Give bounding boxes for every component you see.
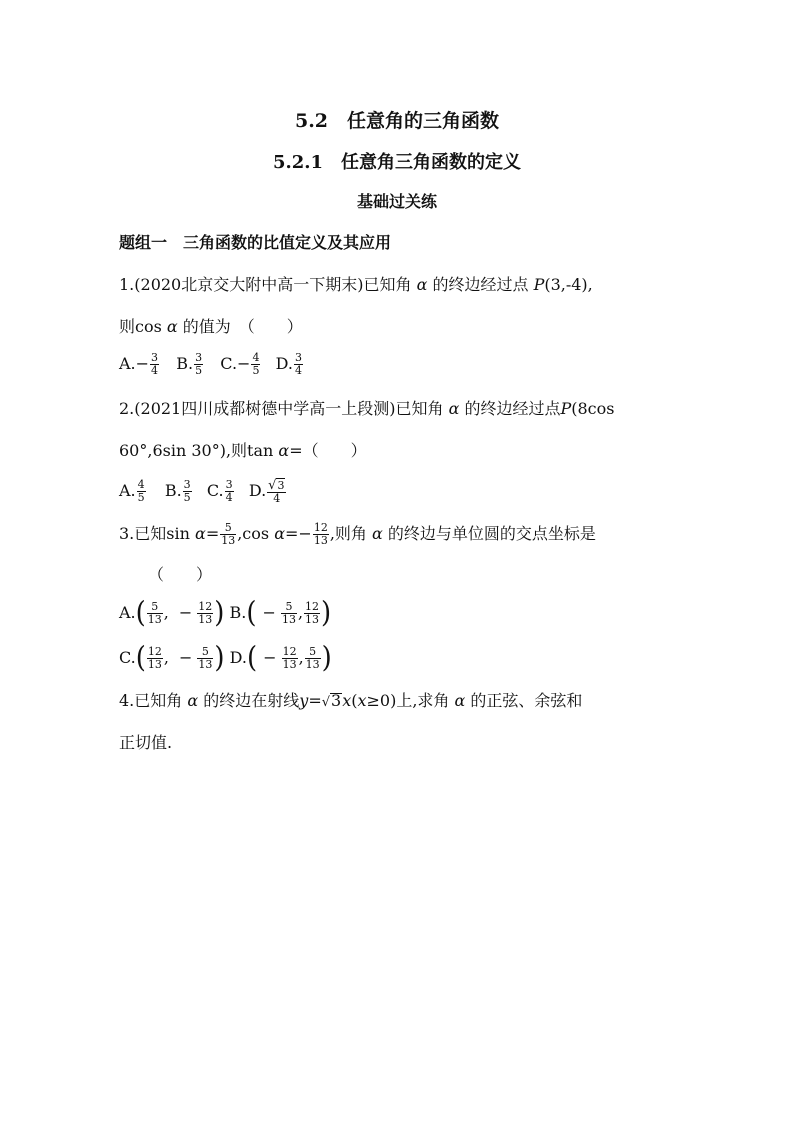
q4-text: 4.已知角 bbox=[119, 691, 188, 710]
numerator: 12 bbox=[313, 521, 328, 534]
alpha-symbol: α bbox=[454, 691, 466, 710]
question-1-line-2 bbox=[119, 316, 303, 338]
denominator: 13 bbox=[305, 612, 320, 626]
q2-text: =（ ） bbox=[289, 441, 367, 460]
q2-text: 的终边经过点 bbox=[459, 399, 561, 418]
fraction bbox=[194, 352, 203, 377]
option-label: D. bbox=[248, 481, 267, 500]
option-label: A.− bbox=[119, 354, 150, 373]
q1-text: 1.(2020北京交大附中高一下期末)已知角 bbox=[119, 275, 417, 294]
option-a bbox=[119, 351, 160, 377]
denominator: 4 bbox=[294, 364, 302, 377]
variable-y: y bbox=[299, 691, 309, 710]
q1-text: 的值为 （ ） bbox=[177, 317, 303, 336]
q3-text: 3.已知sin bbox=[119, 524, 195, 543]
q4-text: 的正弦、余弦和 bbox=[465, 691, 583, 710]
option-d bbox=[229, 641, 332, 675]
denominator: 4 bbox=[273, 492, 281, 505]
option-c bbox=[220, 351, 261, 377]
question-4-line-1 bbox=[119, 690, 582, 714]
alpha-symbol: α bbox=[195, 524, 206, 543]
minus-sign: − bbox=[263, 648, 277, 667]
numerator: 4 bbox=[137, 478, 145, 491]
right-paren: ) bbox=[214, 641, 225, 675]
alpha-symbol: α bbox=[187, 691, 199, 710]
denominator: 4 bbox=[151, 364, 159, 377]
equals-sign: = bbox=[308, 691, 322, 710]
point-label: P bbox=[560, 399, 572, 418]
option-b bbox=[176, 351, 204, 377]
fraction bbox=[251, 352, 260, 377]
minus-sign: − bbox=[179, 648, 193, 667]
q1-text: 则cos bbox=[119, 317, 167, 336]
option-label: C. bbox=[119, 647, 136, 667]
alpha-symbol: α bbox=[278, 441, 290, 460]
question-3-options-cd bbox=[119, 641, 332, 675]
option-label: B. bbox=[229, 602, 247, 622]
numerator: 12 bbox=[147, 644, 162, 658]
right-paren: ) bbox=[321, 641, 332, 675]
denominator: 5 bbox=[183, 491, 191, 504]
q1-text: 的终边经过点 bbox=[427, 275, 534, 294]
denominator: 13 bbox=[282, 657, 297, 671]
option-c bbox=[119, 641, 225, 675]
fraction bbox=[197, 646, 213, 671]
equals-sign: =− bbox=[285, 524, 312, 543]
option-c bbox=[206, 478, 235, 504]
equals-sign: = bbox=[205, 524, 220, 543]
q1-text: (3,-4), bbox=[544, 275, 593, 294]
fraction bbox=[220, 522, 236, 547]
fraction bbox=[197, 601, 213, 626]
numerator: 12 bbox=[305, 599, 320, 613]
option-label: C.− bbox=[220, 354, 251, 373]
numerator: 3 bbox=[225, 478, 233, 491]
denominator: 13 bbox=[305, 657, 320, 671]
fraction bbox=[225, 479, 234, 504]
numerator: 5 bbox=[147, 601, 163, 614]
denominator: 13 bbox=[198, 657, 213, 671]
question-1-options bbox=[119, 352, 304, 377]
option-d bbox=[275, 351, 304, 377]
option-label: D. bbox=[275, 354, 293, 373]
denominator: 5 bbox=[252, 364, 260, 377]
radicand: 3 bbox=[331, 691, 342, 710]
fraction bbox=[183, 479, 192, 504]
comma: , bbox=[163, 648, 170, 667]
q3-text: ,则角 bbox=[329, 524, 373, 543]
q2-text: (8cos bbox=[571, 399, 615, 418]
exercise-section-title: 基础过关练 bbox=[356, 192, 437, 211]
question-4-line-2: 正切值. bbox=[119, 733, 173, 752]
comma: , bbox=[298, 648, 304, 667]
fraction bbox=[313, 522, 329, 547]
option-b bbox=[164, 478, 193, 504]
question-2-options bbox=[119, 478, 287, 505]
denominator: 13 bbox=[281, 612, 296, 626]
fraction bbox=[305, 646, 321, 671]
option-label: A. bbox=[119, 481, 136, 500]
left-paren: ( bbox=[135, 596, 146, 630]
question-3-line-1 bbox=[119, 522, 596, 547]
minus-sign: − bbox=[262, 603, 276, 622]
alpha-symbol: α bbox=[166, 317, 178, 336]
fraction bbox=[281, 601, 297, 626]
option-label: C. bbox=[206, 481, 224, 500]
question-3-options-ab bbox=[119, 596, 332, 630]
right-paren: ) bbox=[321, 596, 332, 630]
q4-text: 的终边在射线 bbox=[198, 691, 300, 710]
fraction bbox=[304, 601, 320, 626]
numerator: 3 bbox=[195, 351, 203, 364]
fraction bbox=[147, 646, 163, 671]
q4-text: ≥0)上,求角 bbox=[366, 691, 455, 710]
q2-text: 60°,6sin 30°),则tan bbox=[119, 441, 279, 460]
sqrt-icon: √ bbox=[268, 478, 277, 493]
variable-x: x bbox=[342, 691, 352, 710]
option-a bbox=[119, 596, 225, 630]
left-paren: ( bbox=[247, 641, 258, 675]
numerator: 5 bbox=[281, 601, 297, 614]
numerator: 5 bbox=[197, 646, 213, 659]
option-label: B. bbox=[164, 481, 182, 500]
alpha-symbol: α bbox=[448, 399, 460, 418]
question-2-line-2 bbox=[119, 440, 367, 462]
comma: , bbox=[163, 603, 169, 622]
question-2-line-1 bbox=[119, 398, 614, 420]
comma: , bbox=[297, 603, 304, 622]
fraction bbox=[137, 479, 146, 504]
radicand: 3 bbox=[277, 479, 285, 492]
question-3-line-2: （ ） bbox=[148, 565, 213, 584]
numerator: 3 bbox=[151, 351, 159, 364]
left-paren: ( bbox=[246, 596, 257, 630]
denominator: 13 bbox=[313, 534, 328, 547]
alpha-symbol: α bbox=[274, 524, 286, 543]
numerator: 4 bbox=[252, 351, 260, 364]
numerator bbox=[267, 478, 286, 493]
chapter-title: 5.2 任意角的三角函数 bbox=[294, 110, 500, 132]
left-paren: ( bbox=[135, 641, 146, 675]
minus-sign: − bbox=[178, 603, 193, 622]
numerator: 5 bbox=[220, 522, 236, 535]
option-label: D. bbox=[229, 647, 248, 667]
fraction bbox=[282, 646, 298, 671]
fraction bbox=[150, 352, 159, 377]
fraction bbox=[147, 601, 163, 626]
option-d bbox=[248, 478, 288, 505]
numerator: 12 bbox=[198, 599, 213, 613]
denominator: 4 bbox=[225, 491, 233, 504]
option-label: B. bbox=[176, 354, 194, 373]
denominator: 13 bbox=[198, 612, 213, 626]
section-title: 5.2.1 任意角三角函数的定义 bbox=[272, 152, 522, 173]
denominator: 5 bbox=[137, 491, 145, 504]
option-b bbox=[229, 596, 332, 630]
denominator: 5 bbox=[195, 364, 203, 377]
denominator: 13 bbox=[221, 534, 236, 547]
q3-text: 的终边与单位圆的交点坐标是 bbox=[382, 524, 596, 543]
numerator: 3 bbox=[183, 478, 191, 491]
numerator: 12 bbox=[282, 644, 297, 658]
q3-text: ,cos bbox=[237, 524, 275, 543]
denominator: 13 bbox=[147, 657, 162, 671]
alpha-symbol: α bbox=[416, 275, 428, 294]
option-a bbox=[119, 478, 147, 504]
right-paren: ) bbox=[214, 596, 225, 630]
numerator: 3 bbox=[294, 351, 302, 364]
group-heading: 题组一 三角函数的比值定义及其应用 bbox=[119, 233, 392, 252]
point-label: P bbox=[533, 275, 545, 294]
variable-x: x bbox=[357, 691, 367, 710]
left-paren: ( bbox=[351, 691, 358, 710]
sqrt-icon: √ bbox=[321, 695, 331, 710]
option-label: A. bbox=[119, 602, 136, 622]
fraction bbox=[294, 352, 303, 377]
fraction bbox=[267, 478, 286, 505]
numerator: 5 bbox=[305, 646, 321, 659]
q2-text: 2.(2021四川成都树德中学高一上段测)已知角 bbox=[119, 399, 449, 418]
alpha-symbol: α bbox=[372, 524, 383, 543]
denominator: 13 bbox=[147, 612, 162, 626]
question-1-line-1 bbox=[119, 274, 593, 296]
